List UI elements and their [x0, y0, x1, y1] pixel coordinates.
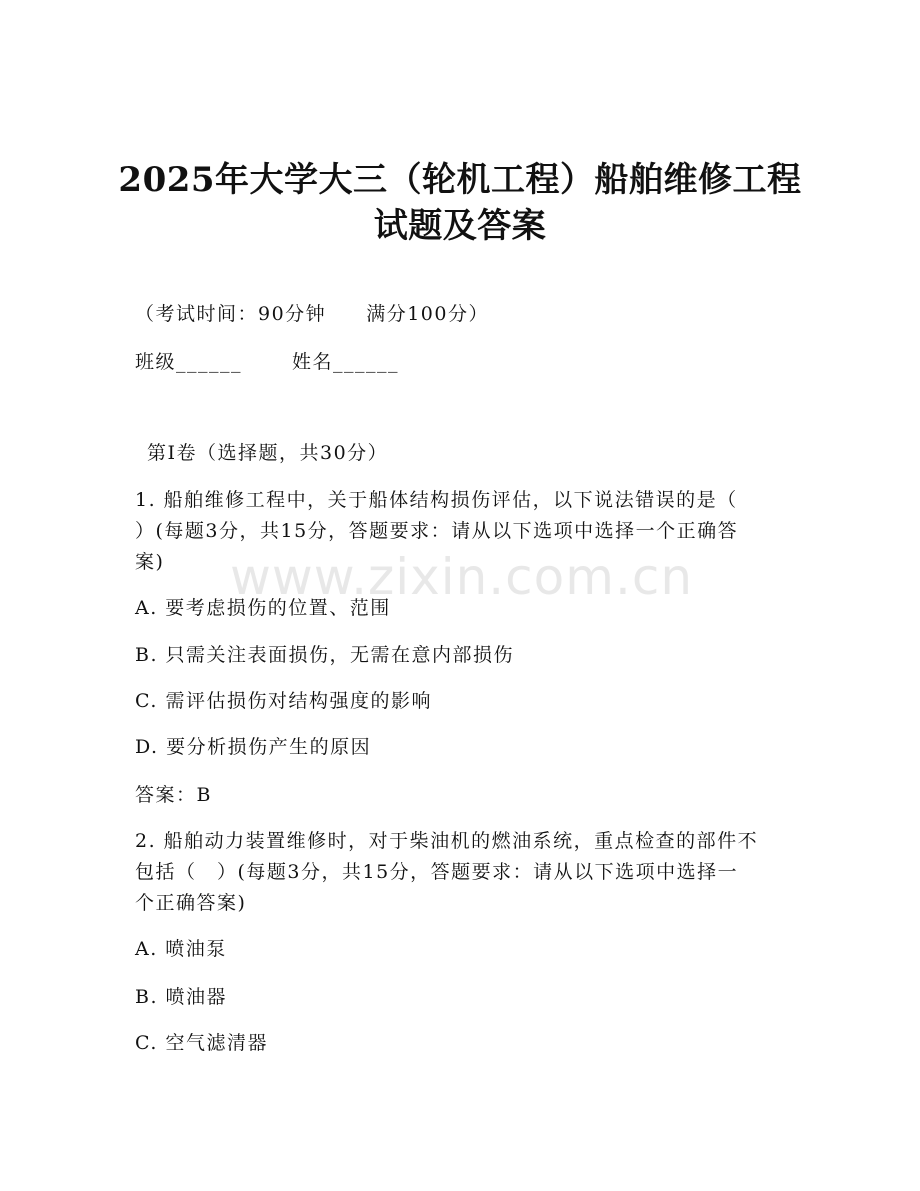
question-1-line-1: 1. 船舶维修工程中，关于船体结构损伤评估，以下说法错误的是（	[135, 489, 738, 511]
student-fields	[135, 350, 399, 374]
question-2-option-c: C. 空气滤清器	[135, 1032, 268, 1054]
question-1-line-3: 案)	[135, 551, 165, 573]
exam-score: 满分100分）	[366, 303, 489, 325]
section-heading: 第Ⅰ卷（选择题，共30分）	[147, 442, 389, 464]
exam-info	[135, 302, 489, 326]
question-1-answer: 答案：B	[135, 784, 212, 806]
document-title-line-1: 2025年大学大三（轮机工程）船舶维修工程	[118, 160, 802, 200]
watermark: www.zixin.com.cn	[230, 548, 694, 606]
class-field: 班级______	[135, 351, 243, 373]
question-2-line-3: 个正确答案)	[135, 892, 247, 914]
question-1-option-d: D. 要分析损伤产生的原因	[135, 736, 372, 758]
question-1-option-b: B. 只需关注表面损伤，无需在意内部损伤	[135, 644, 515, 666]
question-1-option-a: A. 要考虑损伤的位置、范围	[135, 597, 391, 619]
question-1-line-2: ）(每题3分，共15分，答题要求：请从以下选项中选择一个正确答	[135, 520, 739, 542]
document-title-line-2: 试题及答案	[373, 206, 547, 246]
question-2-option-a: A. 喷油泵	[135, 938, 227, 960]
question-2-line-2: 包括（ ）(每题3分，共15分，答题要求：请从以下选项中选择一	[135, 861, 739, 883]
name-field: 姓名______	[292, 351, 400, 373]
question-2-option-b: B. 喷油器	[135, 986, 228, 1008]
exam-time: （考试时间：90分钟	[135, 303, 327, 325]
question-2-line-1: 2. 船舶动力装置维修时，对于柴油机的燃油系统，重点检查的部件不	[135, 830, 759, 852]
question-1-option-c: C. 需评估损伤对结构强度的影响	[135, 690, 432, 712]
